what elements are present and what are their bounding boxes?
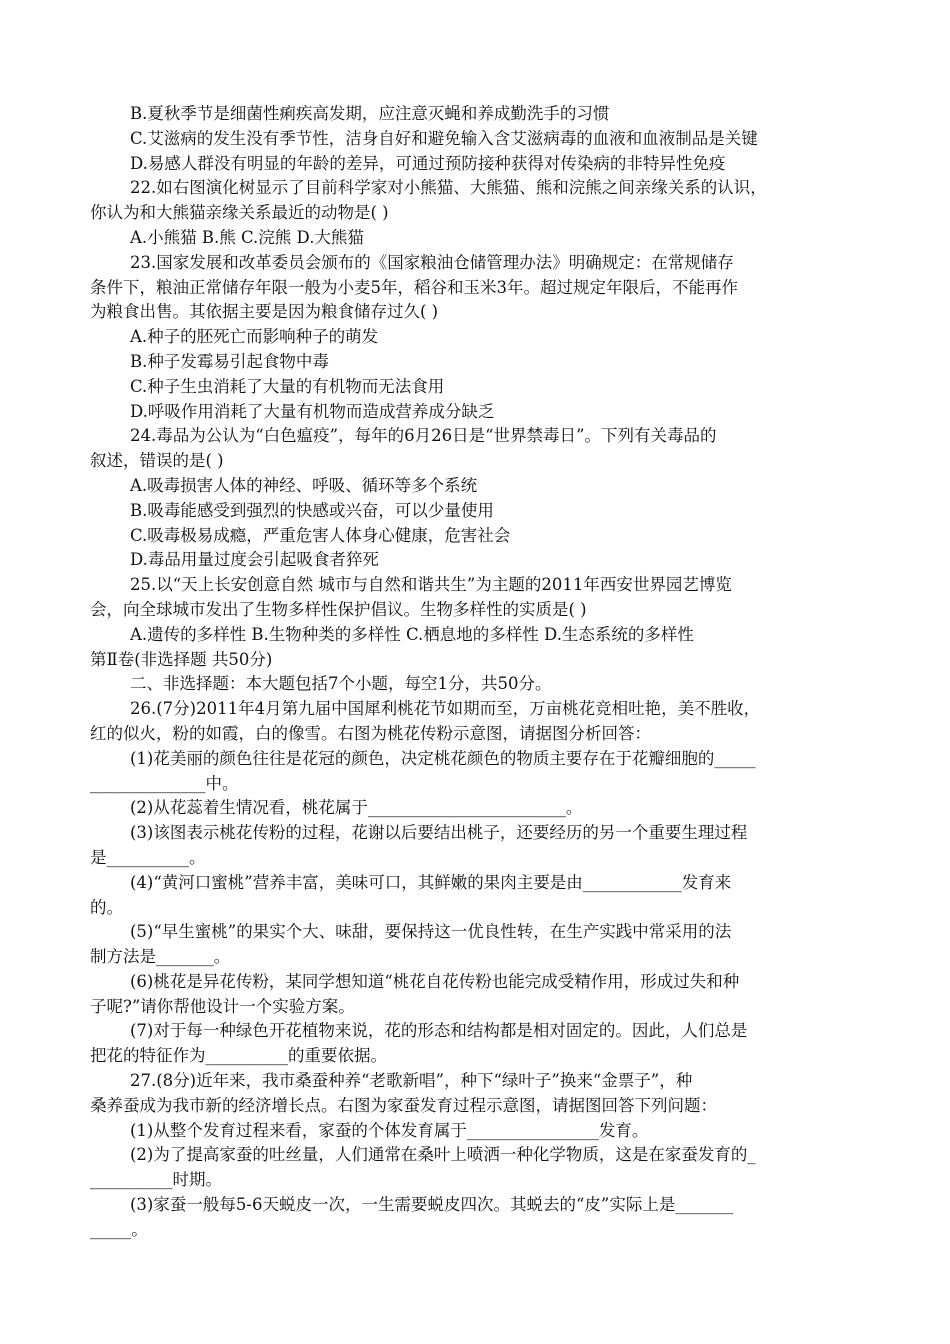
text-line: (2)为了提高家蚕的吐丝量，人们通常在桑叶上喷洒一种化学物质，这是在家蚕发育的_	[130, 1145, 756, 1165]
text-line: C.艾滋病的发生没有季节性，洁身自好和避免输入含艾滋病毒的血液和血液制品是关键	[130, 128, 758, 148]
text-line: A.吸毒损害人体的神经、呼吸、循环等多个系统	[130, 475, 478, 495]
text-line: __________时期。	[90, 1170, 222, 1190]
text-line: 24.毒品为公认为“白色瘟疫”，每年的6月26日是“世界禁毒日”。下列有关毒品的	[130, 426, 717, 446]
text-line: D.呼吸作用消耗了大量有机物而造成营养成分缺乏	[130, 401, 495, 421]
text-line: 23.国家发展和改革委员会颁布的《国家粮油仓储管理办法》明确规定：在常规储存	[130, 252, 734, 272]
text-line: _____。	[90, 1219, 148, 1239]
text-line: B.吸毒能感受到强烈的快感或兴奋，可以少量使用	[130, 500, 494, 520]
text-line: 二、非选择题：本大题包括7个小题，每空1分，共50分。	[130, 674, 552, 694]
text-line: 为粮食出售。其依据主要是因为粮食储存过久( )	[90, 302, 439, 322]
document-body	[90, 102, 865, 1243]
text-line: 是__________。	[90, 847, 206, 867]
text-line: 条件下，粮油正常储存年限一般为小麦5年，稻谷和玉米3年。超过规定年限后，不能再作	[90, 277, 738, 297]
text-line: 的。	[90, 897, 123, 917]
text-line: A.种子的胚死亡而影响种子的萌发	[130, 327, 379, 347]
text-line: A.小熊猫 B.熊 C.浣熊 D.大熊猫	[130, 227, 364, 247]
text-line: 叙述，错误的是( )	[90, 451, 224, 471]
text-line: 25.以“天上长安创意自然 城市与自然和谐共生”为主题的2011年西安世界园艺博览	[130, 575, 732, 595]
text-line: 你认为和大熊猫亲缘关系最近的动物是( )	[90, 203, 389, 223]
text-line: C.吸毒极易成瘾，严重危害人体身心健康，危害社会	[130, 525, 511, 545]
text-line: B.夏秋季节是细菌性痢疾高发期，应注意灭蝇和养成勤洗手的习惯	[130, 104, 610, 123]
text-line: D.毒品用量过度会引起吸食者猝死	[130, 550, 379, 570]
text-line: 制方法是_______。	[90, 947, 231, 967]
text-line: (1)从整个发育过程来看，家蚕的个体发育属于________________发育。	[130, 1120, 649, 1140]
text-line: B.种子发霉易引起食物中毒	[130, 351, 329, 371]
text-line: 27.(8分)近年来，我市桑蚕种养“老歌新唱”，种下“绿叶子”换来“金票子”，种	[130, 1071, 693, 1091]
text-line: (4)“黄河口蜜桃”营养丰富，美味可口，其鲜嫩的果肉主要是由____________发育来	[130, 872, 732, 892]
text-line: 桑养蚕成为我市新的经济增长点。右图为家蚕发育过程示意图，请据图回答下列问题：	[90, 1095, 717, 1115]
text-line: (3)家蚕一般每5-6天蜕皮一次，一生需要蜕皮四次。其蜕去的“皮”实际上是_______	[130, 1195, 734, 1215]
text-line: A.遗传的多样性 B.生物种类的多样性 C.栖息地的多样性 D.生态系统的多样性	[130, 624, 694, 644]
text-line: ______________中。	[90, 773, 239, 793]
text-line: D.易感人群没有明显的年龄的差异，可通过预防接种获得对传染病的非特异性免疫	[130, 153, 726, 173]
text-line: 第Ⅱ卷(非选择题 共50分)	[90, 649, 273, 669]
text-line: (7)对于每一种绿色开花植物来说，花的形态和结构都是相对固定的。因此，人们总是	[130, 1021, 748, 1041]
text-line: 22.如右图演化树显示了目前科学家对小熊猫、大熊猫、熊和浣熊之间亲缘关系的认识，	[130, 178, 767, 198]
text-line: (6)桃花是异花传粉，某同学想知道“桃花自花传粉也能完成受精作用，形成过失和种	[130, 971, 740, 991]
text-line: 把花的特征作为__________的重要依据。	[90, 1046, 387, 1066]
text-line: 会，向全球城市发出了生物多样性保护倡议。生物多样性的实质是( )	[90, 599, 587, 619]
text-line: (2)从花蕊着生情况看，桃花属于________________________。	[130, 798, 583, 818]
text-line: (3)该图表示桃花传粉的过程，花谢以后要结出桃子，还要经历的另一个重要生理过程	[130, 823, 748, 843]
text-line: (1)花美丽的颜色往往是花冠的颜色，决定桃花颜色的物质主要存在于花瓣细胞的_____	[130, 748, 756, 768]
text-line: 红的似火，粉的如霞，白的像雪。右图为桃花传粉示意图，请据图分析回答：	[90, 723, 651, 743]
text-line: (5)“早生蜜桃”的果实个大、味甜，要保持这一优良性转，在生产实践中常采用的法	[130, 922, 732, 942]
text-line: 26.(7分)2011年4月第九届中国犀利桃花节如期而至，万亩桃花竞相吐艳，美不胜收，	[130, 699, 761, 719]
text-line: 子呢?”请你帮他设计一个实验方案。	[90, 996, 355, 1016]
text-line: C.种子生虫消耗了大量的有机物而无法食用	[130, 376, 445, 396]
